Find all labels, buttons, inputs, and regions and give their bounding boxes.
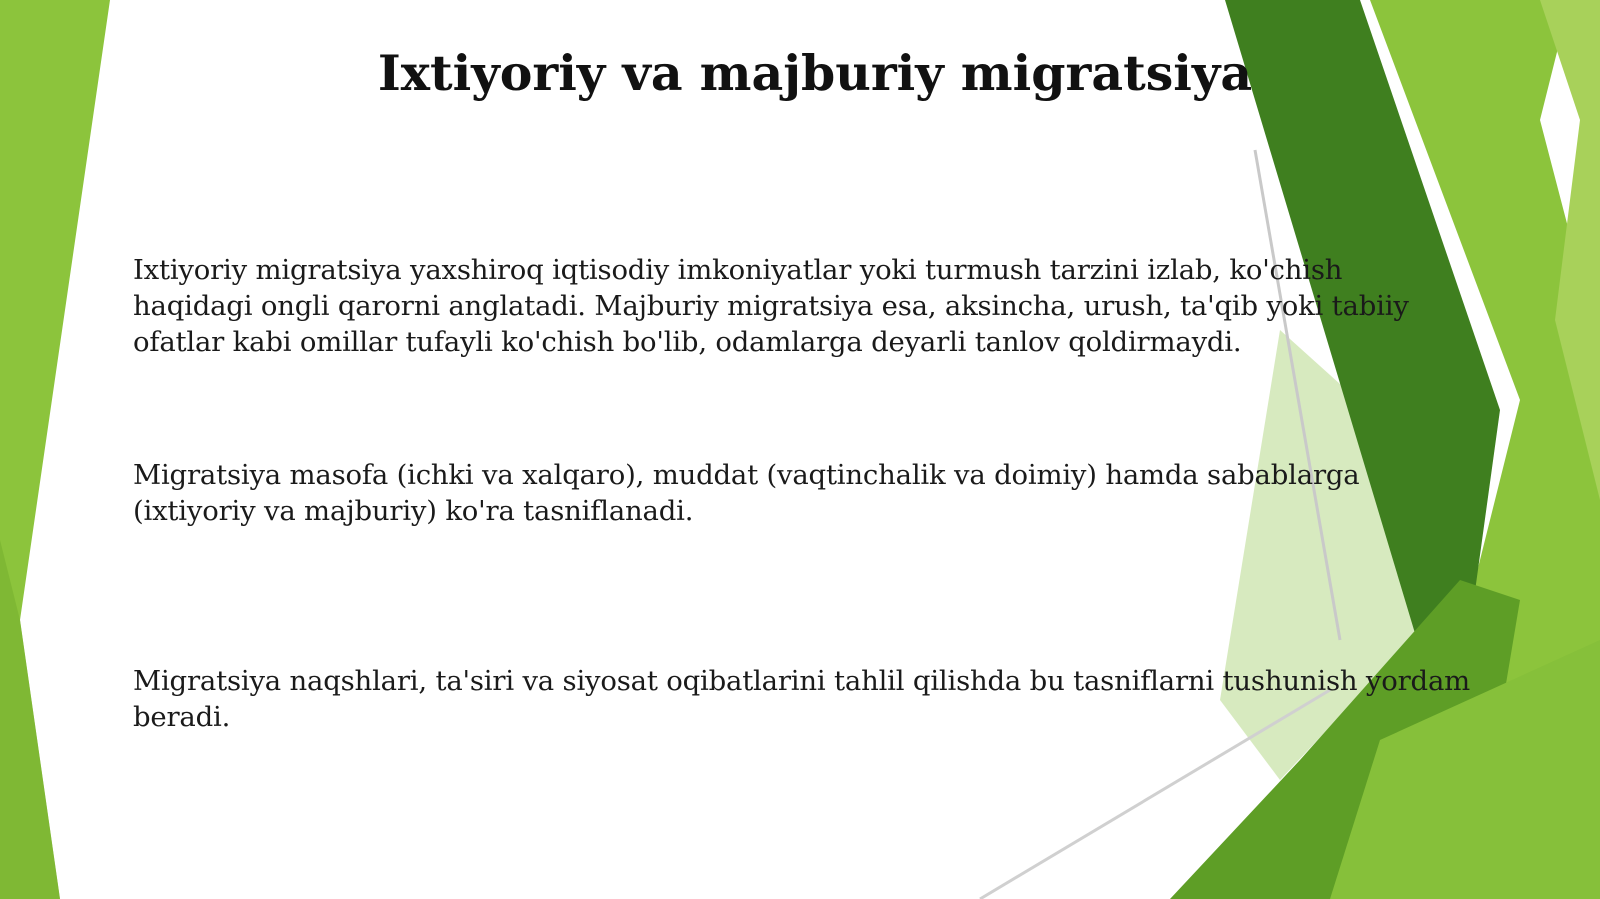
paragraph-voluntary-forced: Ixtiyoriy migratsiya yaxshiroq iqtisodiy imkoniyatlar yoki turmush tarzini izlab, ko'chish haqidagi ongli qarorni anglatadi. Majburiy migratsiya esa, aksincha, urush, ta'qib yoki tabiiy ofatlar kabi omillar tufayli ko'chish bo'lib, odamlarga deyarli tanlov qoldirmaydi.: [133, 254, 1409, 358]
left-green-band-shade: [0, 540, 60, 899]
paragraph-classification: Migratsiya masofa (ichki va xalqaro), muddat (vaqtinchalik va doimiy) hamda sabablarga (ixtiyoriy va majburiy) ko'ra tasniflanadi.: [133, 459, 1360, 527]
slide-title: Ixtiyoriy va majburiy migratsiya: [377, 44, 1253, 102]
paragraph-analysis: Migratsiya naqshlari, ta'siri va siyosat oqibatlarini tahlil qilishda bu tasniflarni tushunish yordam beradi.: [133, 665, 1471, 733]
